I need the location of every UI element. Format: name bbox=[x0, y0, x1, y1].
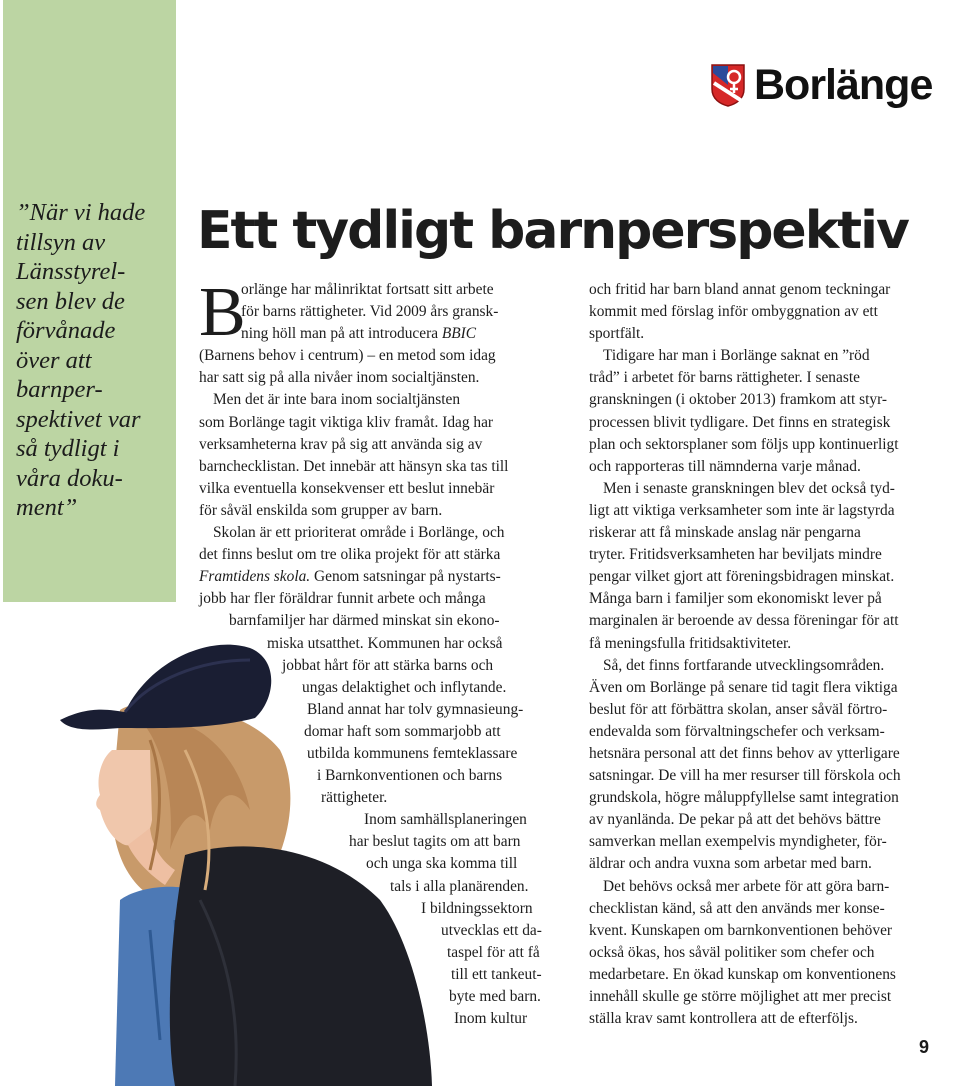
quote-line: ”När vi hade bbox=[16, 199, 146, 226]
text-line: endevalda som förvaltningschefer och verksam- bbox=[589, 722, 885, 740]
text-line: det finns beslut om tre olika projekt för att stärka bbox=[199, 546, 501, 564]
text-line: också ökas, hos såväl politiker som chefer och bbox=[589, 943, 875, 961]
text-line: innehåll skulle ge större möjlighet att mer precist bbox=[589, 988, 892, 1005]
text-line: barnfamiljer har därmed minskat sin ekono- bbox=[229, 612, 500, 630]
quote-line: tillsyn av bbox=[16, 228, 106, 256]
quote-line: Länsstyrel- bbox=[16, 258, 126, 285]
text-line: ungas delaktighet och inflytande. bbox=[302, 678, 507, 696]
text-line: taspel för att få bbox=[447, 943, 540, 961]
borlange-coat-of-arms-icon bbox=[710, 63, 746, 107]
quote-line: spektivet var bbox=[16, 405, 141, 433]
text-line: kvent. Kunskapen om barnkonventionen behöver bbox=[589, 921, 893, 939]
text-line: Inom kultur bbox=[454, 1010, 528, 1028]
text-line: och unga ska komma till bbox=[366, 855, 518, 873]
quote-line: över att bbox=[16, 346, 92, 374]
quote-line: så tydligt i bbox=[16, 435, 120, 462]
borlange-logo bbox=[710, 60, 933, 109]
text-line: processen blivit tydligare. Det finns en strategisk bbox=[589, 413, 891, 431]
page-number: 9 bbox=[919, 1037, 930, 1057]
text-line: byte med barn. bbox=[449, 988, 541, 1005]
text-line: och fritid har barn bland annat genom teckningar bbox=[589, 281, 891, 298]
text-line: Framtidens skola. Genom satsningar på nystarts- bbox=[199, 568, 501, 586]
headline: Ett tydligt barnperspektiv bbox=[197, 201, 908, 261]
text-line: Men i senaste granskningen blev det också tyd- bbox=[603, 479, 895, 497]
text-line: har beslut tagits om att barn bbox=[349, 833, 521, 851]
text-line: Men det är inte bara inom socialtjänsten bbox=[213, 391, 461, 409]
text-line: barnchecklistan. Det innebär att hänsyn ska tas till bbox=[199, 457, 509, 475]
text-line: Många barn i familjer som ekonomiskt lever på bbox=[589, 590, 882, 608]
text-line: har satt sig på alla nivåer inom socialtjänsten. bbox=[199, 369, 480, 387]
text-line: jobb har fler föräldrar funnit arbete och många bbox=[199, 590, 486, 608]
text-line: medarbetare. En ökad kunskap om konventionens bbox=[589, 965, 896, 983]
text-line: till ett tankeut- bbox=[451, 965, 542, 983]
logo-wordmark: Borlänge bbox=[754, 60, 933, 109]
text-line: som Borlänge tagit viktiga kliv framåt. Idag har bbox=[199, 413, 494, 431]
text-line: Så, det finns fortfarande utvecklingsområden. bbox=[603, 656, 885, 674]
text-line: rättigheter. bbox=[321, 789, 388, 807]
text-line: domar haft som sommarjobb att bbox=[304, 722, 501, 740]
text-line: tråd” i arbetet för barns rättigheter. I senaste bbox=[589, 369, 860, 387]
text-line: Skolan är ett prioriterat område i Borlänge, och bbox=[213, 524, 505, 542]
text-line: beslut för att förbättra skolan, anser såväl förtro- bbox=[589, 700, 888, 718]
girl-photo bbox=[0, 600, 440, 1086]
text-line: äldrar och andra vuxna som arbetar med barn. bbox=[589, 855, 872, 873]
text-line: ning höll man på att introducera BBIC bbox=[241, 325, 477, 343]
text-line: grundskola, högre måluppfyllelse samt integration bbox=[589, 789, 899, 807]
text-line: miska utsatthet. Kommunen har också bbox=[267, 634, 503, 652]
text-line: jobbat hårt för att stärka barns och bbox=[282, 656, 494, 674]
text-line: tryter. Fritidsverksamheten har beviljats mindre bbox=[589, 546, 882, 564]
text-line: granskningen (i oktober 2013) framkom att styr- bbox=[589, 391, 888, 409]
quote-line: barnper- bbox=[16, 376, 103, 403]
text-line: i Barnkonventionen och barns bbox=[317, 767, 503, 785]
text-line: ligt att viktiga verksamheter som inte är lagstyrda bbox=[589, 501, 895, 519]
text-line: satsningar. De vill ha mer resurser till förskola och bbox=[589, 767, 901, 785]
text-line: av nyanlända. De pekar på att det behövs bättre bbox=[589, 811, 881, 829]
text-line: Tidigare har man i Borlänge saknat en ”röd bbox=[603, 347, 870, 365]
text-line: riskerar att få minskade anslag när pengarna bbox=[589, 524, 861, 542]
quote-line: våra doku- bbox=[16, 464, 123, 492]
text-line: orlänge har målinriktat fortsatt sitt arbete bbox=[241, 281, 494, 298]
text-line: få meningsfulla fritidsaktiviteter. bbox=[589, 634, 792, 652]
text-line: vilka eventuella konsekvenser ett beslut innebär bbox=[199, 479, 495, 497]
text-line: för såväl enskilda som grupper av barn. bbox=[199, 501, 443, 519]
text-line: plan och sektorsplaner som följs upp kontinuerligt bbox=[589, 435, 899, 453]
text-line: samverkan mellan exempelvis myndigheter, för- bbox=[589, 833, 887, 851]
text-line: Inom samhällsplaneringen bbox=[364, 811, 527, 829]
text-line: (Barnens behov i centrum) – en metod som idag bbox=[199, 347, 496, 365]
right-column-text bbox=[589, 279, 901, 1030]
text-line: checklistan känd, så att den används mer konse- bbox=[589, 899, 885, 917]
text-line: marginalen är beroende av dessa föreningar för att bbox=[589, 612, 899, 630]
text-line: utvecklas ett da- bbox=[441, 921, 542, 939]
text-line: tals i alla planärenden. bbox=[390, 877, 529, 895]
quote-line: sen blev de bbox=[16, 287, 125, 315]
dropcap: B bbox=[199, 274, 246, 351]
quote-line: ment” bbox=[16, 494, 78, 521]
quote-line: förvånade bbox=[16, 317, 116, 344]
text-line: pengar vilket gjort att föreningsbidragen minskat. bbox=[589, 568, 895, 586]
text-line: sportfält. bbox=[589, 325, 645, 343]
text-line: hetsnära personal att det finns behov av ytterligare bbox=[589, 744, 900, 762]
text-line: för barns rättigheter. Vid 2009 års gransk- bbox=[241, 303, 499, 321]
text-line: kommit med förslag inför ombyggnation av ett bbox=[589, 303, 878, 321]
text-line: verksamheterna krav på sig att använda sig av bbox=[199, 435, 483, 453]
text-line: Även om Borlänge på senare tid tagit flera viktiga bbox=[589, 678, 898, 696]
text-line: ställa krav samt kontrollera att de efterföljs. bbox=[589, 1010, 858, 1028]
text-line: I bildningssektorn bbox=[421, 899, 533, 917]
text-line: Det behövs också mer arbete för att göra barn- bbox=[603, 877, 890, 895]
text-line: Bland annat har tolv gymnasieung- bbox=[307, 700, 524, 718]
pull-quote bbox=[16, 198, 176, 523]
text-line: och rapporteras till nämnderna varje månad. bbox=[589, 457, 861, 475]
text-line: utbilda kommunens femteklassare bbox=[307, 744, 518, 762]
